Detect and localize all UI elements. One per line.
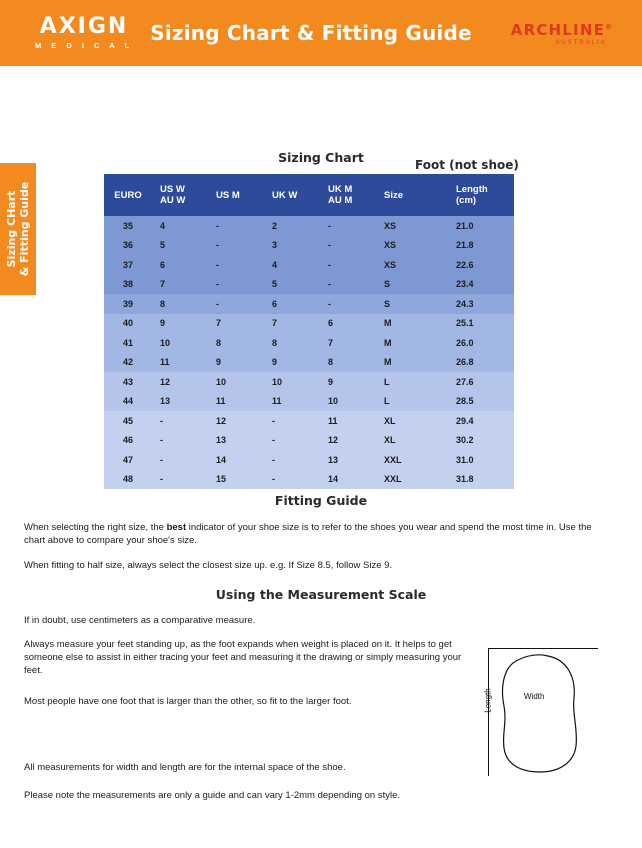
page-header — [0, 0, 642, 66]
cell-usw: - — [152, 470, 208, 490]
cell-euro: 38 — [104, 275, 152, 295]
cell-ukw: - — [264, 431, 320, 451]
cell-ukm: - — [320, 236, 376, 256]
cell-usw: 12 — [152, 372, 208, 392]
cell-euro: 48 — [104, 470, 152, 490]
cell-usw: - — [152, 411, 208, 431]
archline-registered-icon: ® — [605, 22, 614, 31]
cell-usw: 13 — [152, 392, 208, 412]
foot-outline-icon — [488, 648, 598, 776]
cell-ukm: 9 — [320, 372, 376, 392]
cell-usm: - — [208, 216, 264, 236]
cell-ukw: 5 — [264, 275, 320, 295]
cell-ukm: - — [320, 255, 376, 275]
table-header-usw — [152, 174, 208, 216]
table-row — [104, 333, 514, 353]
cell-usw: 8 — [152, 294, 208, 314]
fitting-guide-title: Fitting Guide — [274, 493, 368, 508]
table-header-usw-label: US W — [160, 184, 185, 195]
cell-usw: - — [152, 431, 208, 451]
fitting-guide-paragraph-2: When fitting to half size, always select the closest size up. e.g. If Size 8.5, follow Size 9. — [24, 560, 393, 571]
cell-usm: - — [208, 294, 264, 314]
measurement-paragraph-4: All measurements for width and length are for the internal space of the shoe. — [24, 762, 346, 773]
cell-size: M — [376, 314, 448, 334]
cell-length: 21.0 — [448, 216, 514, 236]
fitting-guide-p1-bold: best — [166, 522, 187, 533]
table-row — [104, 236, 514, 256]
cell-size: XL — [376, 411, 448, 431]
cell-length: 28.5 — [448, 392, 514, 412]
cell-size: XXL — [376, 450, 448, 470]
cell-usm: 8 — [208, 333, 264, 353]
cell-length: 31.8 — [448, 470, 514, 490]
cell-size: XXL — [376, 470, 448, 490]
archline-logo-sub: AUSTRALIA — [555, 39, 607, 46]
cell-ukw: - — [264, 411, 320, 431]
cell-ukw: - — [264, 450, 320, 470]
diagram-width-label: Width — [524, 692, 545, 701]
side-tab-label-line1: Sizing CHart — [5, 190, 18, 268]
cell-length: 21.8 — [448, 236, 514, 256]
cell-ukw: 3 — [264, 236, 320, 256]
table-header-ukm-label: UK M — [328, 184, 353, 195]
measurement-paragraph-1: If in doubt, use centimeters as a comparative measure. — [24, 615, 256, 626]
table-row — [104, 353, 514, 373]
cell-usw: 11 — [152, 353, 208, 373]
cell-euro: 44 — [104, 392, 152, 412]
cell-ukm: - — [320, 275, 376, 295]
diagram-length-label: Length — [483, 688, 493, 713]
fitting-guide-p1-after: indicator of your shoe size is to refer to the shoes you wear and spend the most time in. Use the chart above to compare your shoe's size. — [24, 522, 592, 546]
cell-size: XS — [376, 236, 448, 256]
side-tab-label-line2: & Fitting Guide — [18, 181, 31, 277]
page-title: Sizing Chart & Fitting Guide — [150, 21, 472, 45]
side-tab-label — [0, 163, 36, 295]
cell-euro: 37 — [104, 255, 152, 275]
cell-euro: 45 — [104, 411, 152, 431]
cell-usm: - — [208, 275, 264, 295]
archline-logo-brand-text: ARCHLINE — [510, 20, 606, 39]
table-header-length — [448, 174, 514, 216]
cell-euro: 35 — [104, 216, 152, 236]
measurement-paragraph-2: Always measure your feet standing up, as the foot expands when weight is placed on it. It helps to get someone else to assist in either tracing your feet and measuring it the drawing or simply measuring your feet. — [24, 639, 462, 676]
cell-euro: 39 — [104, 294, 152, 314]
table-header-ukm-sub: AU M — [328, 195, 353, 206]
cell-usm: - — [208, 236, 264, 256]
sizing-chart-title: Sizing Chart — [278, 150, 364, 165]
table-header-size-label: Size — [384, 189, 404, 201]
table-row — [104, 255, 514, 275]
foot-not-shoe-label: Foot (not shoe) — [415, 158, 519, 172]
cell-usm: 13 — [208, 431, 264, 451]
cell-usw: 7 — [152, 275, 208, 295]
cell-euro: 36 — [104, 236, 152, 256]
cell-euro: 47 — [104, 450, 152, 470]
cell-size: XS — [376, 216, 448, 236]
table-header-ukm — [320, 174, 376, 216]
table-header-euro — [104, 174, 152, 216]
fitting-guide-p1-before: When selecting the right size, the — [24, 522, 167, 533]
cell-ukm: - — [320, 294, 376, 314]
cell-euro: 43 — [104, 372, 152, 392]
cell-length: 31.0 — [448, 450, 514, 470]
cell-usm: 9 — [208, 353, 264, 373]
cell-ukw: - — [264, 470, 320, 490]
cell-euro: 41 — [104, 333, 152, 353]
cell-ukw: 8 — [264, 333, 320, 353]
cell-length: 24.3 — [448, 294, 514, 314]
table-header-usm-label: US M — [216, 189, 240, 201]
axign-logo-sub: M E D I C A L — [34, 41, 134, 50]
foot-measurement-diagram — [483, 648, 598, 776]
table-row — [104, 431, 514, 451]
cell-usw: 4 — [152, 216, 208, 236]
table-row — [104, 470, 514, 490]
cell-euro: 40 — [104, 314, 152, 334]
cell-ukw: 7 — [264, 314, 320, 334]
cell-ukw: 6 — [264, 294, 320, 314]
cell-length: 25.1 — [448, 314, 514, 334]
table-header-length-label: Length — [456, 184, 488, 195]
table-row — [104, 450, 514, 470]
cell-length: 23.4 — [448, 275, 514, 295]
axign-logo-brand: AXIGN — [39, 14, 129, 39]
table-header-euro-label: EURO — [114, 189, 142, 201]
cell-ukw: 2 — [264, 216, 320, 236]
cell-usm: 7 — [208, 314, 264, 334]
cell-size: S — [376, 294, 448, 314]
cell-ukm: 10 — [320, 392, 376, 412]
cell-ukw: 11 — [264, 392, 320, 412]
sizing-table-body — [104, 216, 514, 489]
cell-usm: 12 — [208, 411, 264, 431]
cell-length: 22.6 — [448, 255, 514, 275]
table-header-row — [104, 174, 514, 216]
cell-ukm: 12 — [320, 431, 376, 451]
side-tab — [0, 163, 36, 295]
archline-logo-brand — [492, 21, 632, 39]
measurement-paragraph-5: Please note the measurements are only a guide and can vary 1-2mm depending on style. — [24, 790, 401, 801]
cell-ukw: 10 — [264, 372, 320, 392]
table-header-ukw — [264, 174, 320, 216]
axign-logo — [0, 16, 150, 50]
measurement-paragraph-3: Most people have one foot that is larger than the other, so fit to the larger foot. — [24, 696, 352, 707]
cell-length: 29.4 — [448, 411, 514, 431]
table-header-ukw-label: UK W — [272, 189, 298, 201]
cell-ukm: 13 — [320, 450, 376, 470]
archline-logo — [492, 21, 642, 46]
cell-usw: 5 — [152, 236, 208, 256]
cell-length: 26.8 — [448, 353, 514, 373]
cell-usm: 10 — [208, 372, 264, 392]
table-header-usw-sub: AU W — [160, 195, 186, 206]
table-row — [104, 314, 514, 334]
table-row — [104, 392, 514, 412]
table-row — [104, 275, 514, 295]
sizing-table — [104, 174, 514, 489]
table-header-size — [376, 174, 448, 216]
cell-length: 30.2 — [448, 431, 514, 451]
cell-size: M — [376, 353, 448, 373]
cell-length: 27.6 — [448, 372, 514, 392]
cell-ukm: 8 — [320, 353, 376, 373]
cell-size: L — [376, 372, 448, 392]
cell-usm: 15 — [208, 470, 264, 490]
table-row — [104, 216, 514, 236]
table-row — [104, 372, 514, 392]
cell-size: XL — [376, 431, 448, 451]
cell-size: S — [376, 275, 448, 295]
cell-size: M — [376, 333, 448, 353]
cell-length: 26.0 — [448, 333, 514, 353]
cell-ukw: 4 — [264, 255, 320, 275]
cell-ukm: 6 — [320, 314, 376, 334]
fitting-guide-paragraph-1 — [24, 521, 592, 547]
cell-usm: 14 — [208, 450, 264, 470]
cell-euro: 46 — [104, 431, 152, 451]
table-row — [104, 294, 514, 314]
cell-ukm: 11 — [320, 411, 376, 431]
cell-ukm: - — [320, 216, 376, 236]
cell-usm: 11 — [208, 392, 264, 412]
cell-usm: - — [208, 255, 264, 275]
cell-usw: 6 — [152, 255, 208, 275]
cell-ukm: 7 — [320, 333, 376, 353]
cell-ukw: 9 — [264, 353, 320, 373]
cell-euro: 42 — [104, 353, 152, 373]
table-header-usm — [208, 174, 264, 216]
cell-ukm: 14 — [320, 470, 376, 490]
cell-usw: - — [152, 450, 208, 470]
table-row — [104, 411, 514, 431]
cell-size: XS — [376, 255, 448, 275]
cell-usw: 9 — [152, 314, 208, 334]
table-header-length-sub: (cm) — [456, 195, 477, 206]
measurement-scale-title: Using the Measurement Scale — [215, 587, 427, 602]
cell-size: L — [376, 392, 448, 412]
cell-usw: 10 — [152, 333, 208, 353]
